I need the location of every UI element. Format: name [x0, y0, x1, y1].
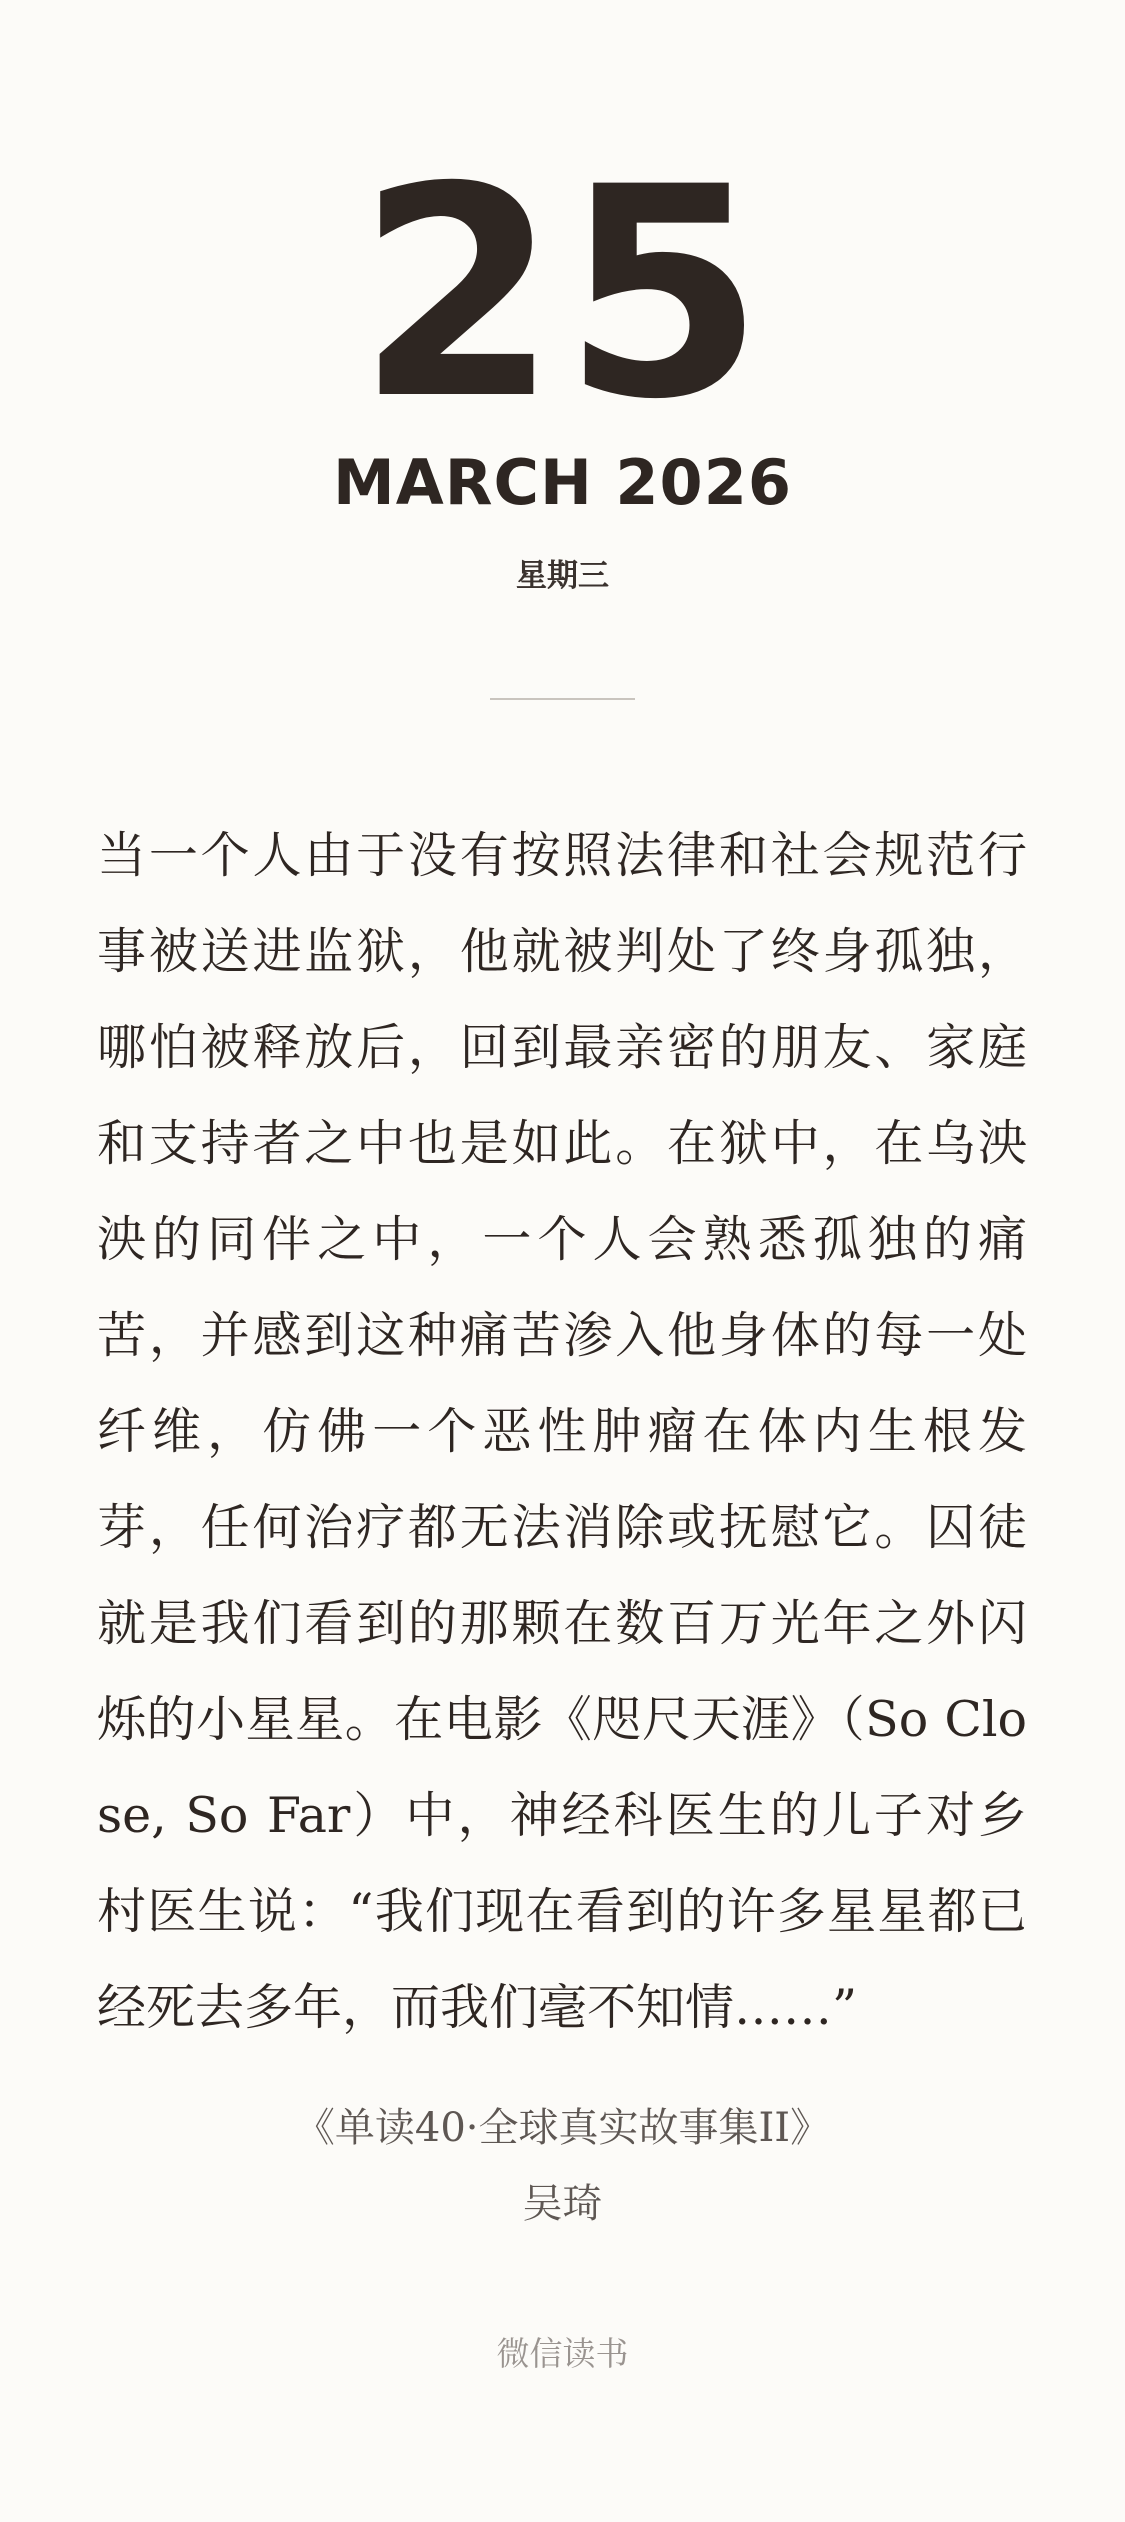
app-name-footer: 微信读书: [496, 2334, 629, 2373]
quote-text[interactable]: 当一个人由于没有按照法律和社会规范行事被送进监狱，他就被判处了终身孤独，哪怕被释放后，回到最亲密的朋友、家庭和支持者之中也是如此。在狱中，在乌泱泱的同伴之中，一个人会熟悉孤独的痛苦，并感到这种痛苦渗入他身体的每一处纤维，仿佛一个恶性肿瘤在体内生根发芽，任何治疗都无法消除或抚慰它。囚徒就是我们看到的那颗在数百万光年之外闪烁的小星星。在电影《咫尺天涯》（So Close, So Far）中，神经科医生的儿子对乡村医生说：“我们现在看到的许多星星都已经死去多年，而我们毫不知情……”: [97, 827, 1027, 2036]
divider: [490, 698, 635, 700]
source-book-title[interactable]: 《单读40·全球真实故事集II》: [294, 2105, 831, 2151]
date-weekday: 星期三: [516, 558, 609, 594]
date-month-year: MARCH 2026: [333, 446, 792, 519]
date-day: 25: [356, 126, 769, 463]
source-author: 吴琦: [522, 2181, 603, 2227]
